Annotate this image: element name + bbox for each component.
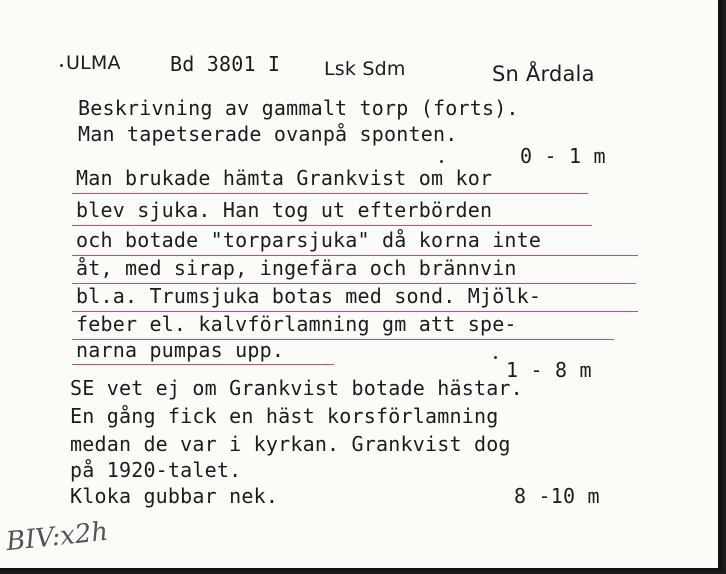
stray-mark <box>60 64 63 67</box>
text-line: och botade "torparsjuka" då korna inte <box>76 228 542 252</box>
time-stamp: 0 - 1 m <box>520 144 606 168</box>
text-line: En gång fick en häst korsförlamning <box>70 404 499 428</box>
text-line: Man tapetserade ovanpå sponten. <box>78 122 458 146</box>
underline <box>72 193 588 194</box>
time-stamp: 8 -10 m <box>514 484 600 508</box>
text-line: Man brukade hämta Grankvist om kor <box>76 166 493 190</box>
text-line: feber el. kalvförlamning gm att spe- <box>76 312 517 336</box>
text-line: SE vet ej om Grankvist botade hästar. <box>70 376 523 400</box>
area-code: Lsk Sdm <box>324 58 406 80</box>
archive-code: ULMA <box>66 52 121 74</box>
time-stamp: 1 - 8 m <box>506 358 592 382</box>
text-line: medan de var i kyrkan. Grankvist dog <box>70 432 511 456</box>
parish-name: Sn Årdala <box>492 62 595 86</box>
text-line: Beskrivning av gammalt torp (forts). <box>78 96 519 120</box>
text-line: på 1920-talet. <box>70 458 242 482</box>
text-line: narna pumpas upp. <box>76 338 285 362</box>
text-line: bl.a. Trumsjuka botas med sond. Mjölk- <box>76 284 542 308</box>
stray-mark <box>494 356 497 359</box>
handwritten-note: BIV:x2h <box>4 516 110 558</box>
underline <box>72 225 592 226</box>
underline <box>72 364 334 365</box>
text-line: Kloka gubbar nek. <box>70 484 279 508</box>
stray-mark <box>440 160 443 163</box>
text-line: blev sjuka. Han tog ut efterbörden <box>76 198 493 222</box>
text-line: åt, med sirap, ingefära och brännvin <box>76 256 517 280</box>
volume-number: Bd 3801 I <box>170 52 281 76</box>
